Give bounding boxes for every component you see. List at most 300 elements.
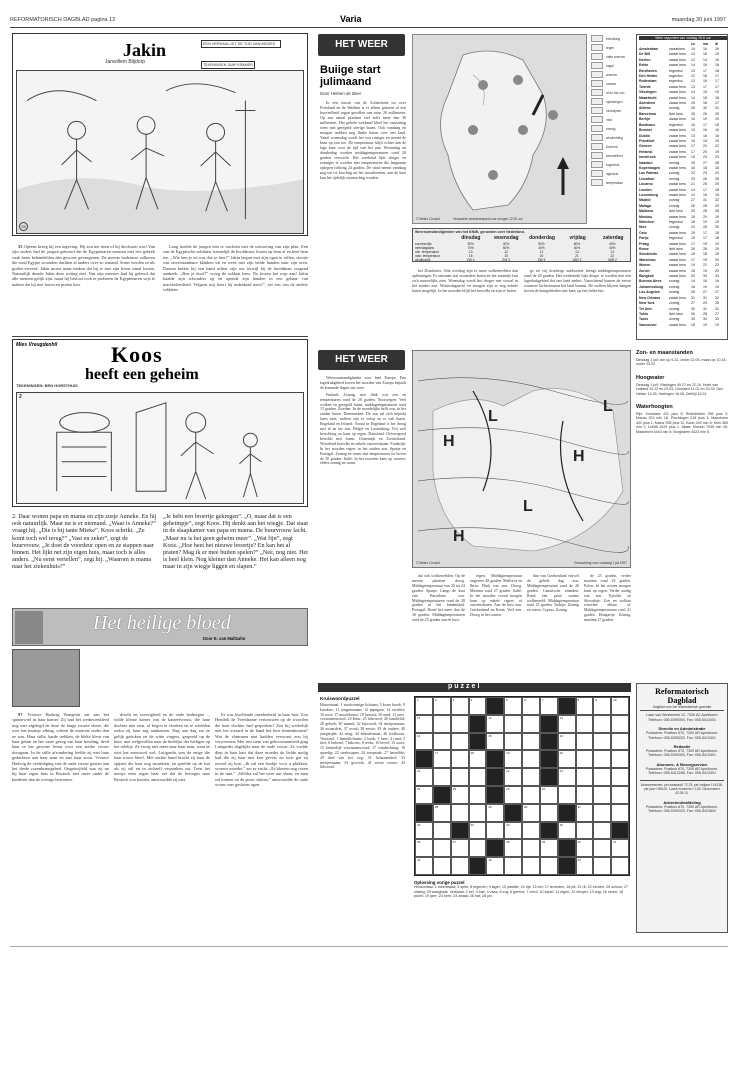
world-cell: Kopenhagen bbox=[639, 165, 661, 170]
crossword-cell[interactable] bbox=[451, 857, 469, 875]
crossword-cell[interactable] bbox=[522, 786, 540, 804]
crossword-cell[interactable]: 39 bbox=[540, 839, 558, 857]
rd-title: Reformatorisch Dagblad bbox=[655, 687, 709, 705]
weather-symbol-icon bbox=[591, 62, 603, 69]
crossword-cell[interactable] bbox=[451, 804, 469, 822]
section-title: Varia bbox=[340, 14, 362, 24]
crossword-cell[interactable] bbox=[486, 822, 504, 840]
world-cell: 19 bbox=[703, 257, 707, 262]
world-cell: 30 bbox=[691, 306, 695, 311]
world-cell: 27 bbox=[703, 160, 707, 165]
crossword-cell bbox=[433, 786, 451, 804]
world-cell: 17 bbox=[703, 187, 707, 192]
world-cell: Geneve bbox=[639, 144, 652, 149]
forecast-day: dinsdag bbox=[461, 235, 481, 241]
crossword-cell[interactable] bbox=[540, 804, 558, 822]
crossword-cell[interactable]: 1 bbox=[415, 697, 433, 715]
world-header-cell: zo bbox=[691, 42, 695, 46]
world-cell: 17 bbox=[691, 257, 695, 262]
world-cell: 25 bbox=[703, 182, 707, 187]
forecast-cell: 40% bbox=[609, 242, 616, 246]
world-cell: Athene bbox=[639, 106, 651, 111]
crossword-cell[interactable] bbox=[522, 857, 540, 875]
weather-symbol-icon bbox=[591, 89, 603, 96]
legend-label: af en toe zon bbox=[606, 90, 625, 95]
crossword-cell[interactable] bbox=[576, 733, 594, 751]
world-cell: 18 bbox=[703, 95, 707, 100]
crossword-cell[interactable] bbox=[593, 786, 611, 804]
crossword-cell[interactable] bbox=[576, 715, 594, 733]
bloed-col3 bbox=[215, 712, 308, 790]
world-cell: 13 bbox=[691, 68, 695, 73]
legend-label: hagel bbox=[606, 63, 614, 68]
world-cell: zwaar bew. bbox=[669, 214, 687, 219]
forecast-cell: 13 bbox=[468, 250, 473, 254]
bloed-credit: Door E. van Maltzahn bbox=[203, 636, 246, 641]
weather-symbol-icon bbox=[591, 125, 603, 132]
world-cell: 12 bbox=[691, 192, 695, 197]
world-cell: zwaar bew. bbox=[669, 63, 687, 68]
crossword-cell bbox=[558, 804, 576, 822]
crossword-cell[interactable]: 31 bbox=[576, 804, 594, 822]
world-cell: zonnig bbox=[669, 106, 680, 111]
legend-label: koufront bbox=[606, 144, 618, 149]
crossword-cell[interactable] bbox=[451, 733, 469, 751]
world-cell: Bangkok bbox=[639, 274, 654, 279]
crossword-cell[interactable]: 21 bbox=[415, 768, 433, 786]
crossword-cell bbox=[504, 804, 522, 822]
crossword-cell[interactable] bbox=[576, 786, 594, 804]
crossword-cell[interactable]: 9 bbox=[593, 697, 611, 715]
world-cell: 30 bbox=[703, 106, 707, 111]
crossword-cell[interactable] bbox=[433, 733, 451, 751]
world-cell: München bbox=[639, 220, 655, 224]
world-cell: zwaar bew. bbox=[669, 252, 687, 257]
world-cell: licht bew. bbox=[669, 209, 684, 214]
world-cell: New York bbox=[639, 301, 655, 306]
world-cell: zonnig bbox=[669, 317, 680, 322]
world-cell: 27 bbox=[715, 290, 719, 295]
world-cell: 33 bbox=[691, 317, 695, 322]
forecast-cell: VAR 2 bbox=[572, 258, 582, 262]
world-header-cell: di bbox=[715, 42, 719, 46]
world-cell: regenbui bbox=[669, 68, 683, 73]
world-cell: New Orleans bbox=[639, 295, 661, 300]
rd-red-title: Redactie bbox=[673, 744, 691, 750]
world-cell: 26 bbox=[691, 203, 695, 208]
world-cell: Amsterdam bbox=[639, 47, 659, 51]
crossword-cell[interactable]: 11 bbox=[415, 715, 433, 733]
world-cell: zwaar bew. bbox=[669, 165, 687, 170]
forecast-row-label: zonneschijn bbox=[415, 242, 432, 246]
world-cell: 29 bbox=[715, 203, 719, 208]
world-cell: 17 bbox=[703, 84, 707, 89]
crossword-cell[interactable] bbox=[433, 839, 451, 857]
world-cell: Parijs bbox=[639, 236, 649, 241]
forecast-cell: 18 bbox=[468, 254, 473, 258]
world-cell: Madrid bbox=[639, 198, 651, 203]
world-cell: 13 bbox=[691, 128, 695, 133]
world-cell: 21 bbox=[691, 182, 695, 187]
world-cell: 25 bbox=[715, 111, 719, 116]
crossword-cell[interactable] bbox=[593, 733, 611, 751]
world-cell: zwaar bew. bbox=[669, 268, 687, 273]
weer-map-copyright: © Meteo Consult bbox=[416, 216, 440, 221]
weer-mid-text-p: het IJsselmeer. Ook overdag zijn er meer wolkenvelden dan opklaringen. Er ontstaan wat zwaardere buien en het zonnetje laat zich nauwelijks zien. Woensdag wordt het droger met vooral in het zuiden zon. Woensdagnacht en morgen zijn er nog enkele buien mogelijk. In het noorden blijft het bewolkt en zijn er buien. bbox=[412, 268, 518, 293]
puzzel-clues bbox=[320, 696, 405, 770]
forecast-day: zaterdag bbox=[602, 235, 624, 241]
world-cell: Dublin bbox=[639, 133, 650, 138]
crossword-cell[interactable] bbox=[504, 715, 522, 733]
forecast-cell: 40% bbox=[538, 246, 545, 250]
crossword-cell[interactable]: 40 bbox=[576, 839, 594, 857]
crossword-cell[interactable] bbox=[576, 750, 594, 768]
rd-dir-text: Postadres: Postbus 670, 7300 AR Apeldoorn. Telefoon: 055-5399222, Fax: 055-5413401 bbox=[645, 731, 719, 740]
world-cell: 18 bbox=[715, 230, 719, 235]
forecast-cell: 13 bbox=[575, 250, 579, 254]
crossword-cell bbox=[611, 822, 629, 840]
puzzel-clue-text: Horizontaal: 1 staafvormige lichaam; 5 korte broek; 9 karakter; 11 jongensnaam; 12 papegaai; 14 verdriet; 16 noot; 17 muzieknoot; 18 bestaat; 20 rund; 21 pers. voornaamwoord; 23 kleur; 25 lidwoord; 26 familielid; 28 gebrek; 30 maand; 32 bijwoord; 34 meisjesnaam; 36 zwaardvis; 37 ovaal; 38 eerste; 39 de oudere; 40 jaargetijde; 42 zeug; 44 inhoudsmaat; 46 loofboom. Verticaal: 1 hemellichaam; 2 hoek; 3 beer; 4 rund; 5 hert; 6 bekend; 7 kikvors; 8 reeks; 10 bevel; 13 soort; 15 bezittelijk voornaamwoord; 17 windrichting; 19 spoedig; 22 steekwapen; 24 toespraak; 27 hetzelfde; 29 deel van het oog; 31 lichaamsdeel; 33 meisjesnaam; 35 gewicht; 41 eerste vrouw; 43 lidwoord. bbox=[320, 703, 405, 770]
legend-item bbox=[591, 88, 631, 97]
crossword-cell[interactable]: 13 bbox=[558, 715, 576, 733]
weer-article-text: In een strook van de Achterhoek tot over Friesland en de Wadden is er alleen gisteren al een hoeveelheid regen gevallen van ruim 20 millimeter. Op een aantal plaatsen viel zelfs meer dan 30 millimeter. Het gehele weekend bleef het onstuimig weer met geregeld stevige buien. Ook vandaag en morgen trekken nog flinke buien over ons land. Vanaf woensdag wordt het wat rustiger en neemt de kans op zon toe. De temperatuur blijft echter aan de lage kant voor de tijd van het jaar. Woensdag en donderdag worden middagtemperaturen rond 20 graden verwacht. Het weekend lijkt droger en zonniger te worden met temperaturen die langzaam oplopen richting 24 graden. De wind neemt vandaag nog toe tot krachtig uit het noordwesten, aan de kust kan het tijdelijk stormachtig worden. bbox=[320, 100, 406, 180]
crossword-cell[interactable]: 44 bbox=[576, 857, 594, 875]
weer-legend bbox=[591, 34, 631, 224]
crossword-cell[interactable] bbox=[593, 715, 611, 733]
crossword-cell[interactable] bbox=[593, 822, 611, 840]
crossword-cell[interactable] bbox=[522, 839, 540, 857]
world-cell: 14 bbox=[691, 63, 695, 68]
crossword-cell[interactable]: 5 bbox=[504, 697, 522, 715]
crossword-cell[interactable] bbox=[540, 857, 558, 875]
crossword-cell[interactable]: 4 bbox=[469, 697, 487, 715]
world-cell: De Bilt bbox=[639, 52, 651, 57]
crossword-cell[interactable]: 25 bbox=[451, 786, 469, 804]
crossword-cell[interactable] bbox=[469, 839, 487, 857]
world-cell: 15 bbox=[691, 101, 695, 106]
crossword-cell bbox=[558, 857, 576, 875]
crossword-cell[interactable]: 12 bbox=[486, 715, 504, 733]
crossword-cell[interactable] bbox=[611, 768, 629, 786]
world-cell: 18 bbox=[715, 95, 719, 100]
svg-text:H: H bbox=[443, 433, 455, 450]
crossword-cell[interactable]: 23 bbox=[558, 768, 576, 786]
crossword-cell[interactable] bbox=[469, 786, 487, 804]
world-cell: 29 bbox=[715, 247, 719, 252]
weer-byline: Door Heleen de Beer bbox=[320, 91, 362, 96]
weer2-col5 bbox=[584, 574, 631, 625]
crossword-cell[interactable] bbox=[504, 733, 522, 751]
weer2-col3-text: regen. Middagtemperatuur ongeveer 28 graden. Mallorca en Ibiza: Flink wat zon. Droog. Maxima rond 27 graden. Italië: In het noorden vooral morgen kans op enkele regen- of onweersbuien. Aan de kust zon. Griekenland en Kreta: Veel zon. Droog in het oosten. bbox=[470, 574, 522, 618]
world-cell: 19 bbox=[703, 268, 707, 273]
weather-symbol-icon bbox=[591, 143, 603, 150]
crossword-cell[interactable]: 36 bbox=[415, 839, 433, 857]
legend-list bbox=[591, 34, 631, 187]
crossword-cell[interactable] bbox=[593, 804, 611, 822]
world-cell: 19 bbox=[715, 149, 719, 154]
crossword-cell[interactable]: 37 bbox=[451, 839, 469, 857]
crossword-cell[interactable] bbox=[433, 768, 451, 786]
crossword-cell[interactable]: 17 bbox=[433, 750, 451, 768]
weer2-body: Finland: Zonnig, met flink wat zon en temperaturen rond de 20 graden. Noorwegen: Veel wolken en geregeld buien, middagtemperaturen rond 15 graden. Zweden: In de noordelijke helft zon, in het zuiden buien. Denemarken: De zon zal zich beperkt laten zien; wolken zijn er volop en er valt buien. Engeland en Ierland: Vooral in Engeland is het droog met af en toe zon. België en Luxemburg: Vrij veel bewolking en kans op regen. Duitsland: Overwegend bewolkt met buien. Oostenrijk en Zwitserland: Wisselend bewolkt en enkele onweersbuien. Frankrijk: In het noorden regen, in het zuiden zon. Spanje en Portugal: Zonnig en warm met temperaturen tot boven de 30 graden. Italië: In het noorden kans op onweer, elders zonnig en warm. bbox=[320, 392, 406, 466]
crossword-cell[interactable] bbox=[558, 786, 576, 804]
world-cell: Moskou bbox=[639, 214, 653, 219]
crossword-cell[interactable] bbox=[522, 715, 540, 733]
world-cell: 15 bbox=[715, 52, 719, 57]
crossword-cell[interactable] bbox=[451, 750, 469, 768]
world-cell: 32 bbox=[715, 198, 719, 203]
crossword-cell[interactable] bbox=[469, 768, 487, 786]
crossword-cell[interactable] bbox=[433, 715, 451, 733]
world-cell: 17 bbox=[703, 122, 707, 127]
crossword-cell[interactable] bbox=[611, 750, 629, 768]
crossword-cell[interactable]: 8 bbox=[576, 697, 594, 715]
koos-text-col2 bbox=[163, 513, 308, 571]
crossword-cell[interactable]: 19 bbox=[504, 750, 522, 768]
koos-kicker: Mies Vreugdenhil bbox=[16, 342, 58, 348]
crossword-cell[interactable] bbox=[576, 768, 594, 786]
crossword-cell[interactable]: 27 bbox=[540, 786, 558, 804]
world-cell: 19 bbox=[715, 284, 719, 289]
world-cell: 28 bbox=[703, 203, 707, 208]
crossword-cell[interactable]: 41 bbox=[611, 839, 629, 857]
world-cell: 20 bbox=[715, 257, 719, 262]
crossword-cell[interactable]: 3 bbox=[451, 697, 469, 715]
crossword-cell[interactable] bbox=[593, 839, 611, 857]
world-cell: 20 bbox=[703, 149, 707, 154]
world-cell: 14 bbox=[691, 90, 695, 95]
crossword-cell[interactable] bbox=[593, 857, 611, 875]
world-cell: 16 bbox=[691, 165, 695, 170]
forecast-row-label: min. temperatuur bbox=[415, 250, 440, 254]
crossword-cell[interactable] bbox=[522, 733, 540, 751]
world-cell: zonnig bbox=[669, 203, 680, 208]
crossword-cell[interactable]: 35 bbox=[558, 822, 576, 840]
crossword-cell[interactable]: 16 bbox=[558, 733, 576, 751]
legend-item bbox=[591, 160, 631, 169]
crossword-grid[interactable] bbox=[414, 696, 630, 876]
weer-headline: Buiige start julimaand bbox=[320, 64, 381, 88]
crossword-cell[interactable]: 34 bbox=[504, 822, 522, 840]
crossword-cell bbox=[540, 768, 558, 786]
world-cell: Los Angeles bbox=[639, 290, 660, 295]
crossword-cell[interactable]: 29 bbox=[486, 804, 504, 822]
weer2-logo-text: HET WEER bbox=[335, 354, 388, 365]
crossword-cell[interactable] bbox=[433, 857, 451, 875]
legend-label: hogedruk bbox=[606, 162, 620, 167]
legend-item bbox=[591, 115, 631, 124]
world-cell: licht bew. bbox=[669, 247, 684, 252]
weer-map bbox=[412, 34, 587, 224]
forecast-day: woensdag bbox=[494, 235, 519, 241]
crossword-cell[interactable]: 43 bbox=[486, 857, 504, 875]
crossword-cell[interactable]: 30 bbox=[522, 804, 540, 822]
forecast-title: Weersomstandigheden van het KNMI, geronden over Nederland. bbox=[415, 230, 525, 234]
puzzel-solution-title: Oplossing vorige puzzel bbox=[414, 880, 465, 885]
legend-label: lagedruk bbox=[606, 171, 619, 176]
crossword-cell[interactable] bbox=[504, 857, 522, 875]
world-cell: 17 bbox=[703, 230, 707, 235]
weer-mid-text bbox=[412, 268, 518, 295]
weer2-col4-text: dan van Griekenland vrijwel de gehele dag zon. Middagtemperatuur rond de 26 graden. Canarische eilanden: Rond een grote warme wolkenveld. Middagtemperatuur rond 23 graden. Turkije: Zonnig en warm. Cyprus: Zonnig. bbox=[527, 574, 579, 613]
world-cell: zonnig bbox=[669, 301, 680, 306]
crossword-cell[interactable] bbox=[576, 822, 594, 840]
world-cell: 16 bbox=[715, 63, 719, 68]
weather-symbol-icon bbox=[591, 98, 603, 105]
crossword-cell[interactable] bbox=[522, 750, 540, 768]
crossword-cell[interactable]: 33 bbox=[469, 822, 487, 840]
forecast-row-label: neerslagkans bbox=[415, 246, 434, 250]
crossword-cell[interactable] bbox=[469, 804, 487, 822]
crossword-cell[interactable]: 42 bbox=[415, 857, 433, 875]
crossword-cell[interactable]: 22 bbox=[504, 768, 522, 786]
world-cell: regenbui bbox=[669, 74, 683, 79]
crossword-cell[interactable]: 26 bbox=[504, 786, 522, 804]
weer-right-text-p: ge tot vrij krachtige zuidwester brengt middagtemperaturen rond de 20 graden. Het weekeinde lijkt droger te worden met een lagedrukgebied dat ons land nadert. Vanochtend komen de eerste warmere luchtstromen het land binnen. De wolken blijven hangen boven de kustgebieden met kans op een lichte bui. bbox=[524, 268, 631, 293]
world-cell: 19 bbox=[703, 220, 707, 224]
legend-item bbox=[591, 178, 631, 187]
rd-colophon bbox=[636, 683, 728, 933]
world-cell: 19 bbox=[691, 263, 695, 268]
crossword-cell[interactable] bbox=[593, 750, 611, 768]
world-cell: 16 bbox=[715, 133, 719, 138]
crossword-cell[interactable]: 14 bbox=[415, 733, 433, 751]
world-cell: licht bew. bbox=[669, 111, 684, 116]
koos-credit: TEKENINGEN: BEN HORSTHUIS bbox=[16, 383, 78, 388]
forecast-cell: 22 bbox=[610, 254, 615, 258]
world-cell: 19 bbox=[715, 138, 719, 143]
world-cell: 18 bbox=[715, 68, 719, 73]
crossword-cell[interactable]: 7 bbox=[540, 697, 558, 715]
legend-item bbox=[591, 124, 631, 133]
crossword-cell[interactable]: 38 bbox=[504, 839, 522, 857]
world-cell: 31 bbox=[703, 198, 707, 203]
crossword-cell[interactable]: 2 bbox=[433, 697, 451, 715]
forecast-row bbox=[415, 258, 630, 262]
world-cell: 15 bbox=[691, 236, 695, 241]
world-cell: zwaar bew. bbox=[669, 230, 687, 235]
crossword-cell[interactable] bbox=[611, 786, 629, 804]
crossword-cell[interactable]: 6 bbox=[522, 697, 540, 715]
world-cell: 19 bbox=[703, 284, 707, 289]
world-cell: 26 bbox=[715, 225, 719, 230]
weer2-col4 bbox=[527, 574, 579, 615]
svg-text:L: L bbox=[523, 498, 533, 515]
world-cell: Nice bbox=[639, 225, 647, 230]
crossword-cell[interactable] bbox=[611, 857, 629, 875]
world-cell: 23 bbox=[703, 155, 707, 160]
world-cell: 16 bbox=[703, 79, 707, 84]
world-cell: Oslo bbox=[639, 230, 647, 235]
weather-symbol-icon bbox=[591, 35, 603, 42]
weer2-col2-text: dat ook wolkenvelden. Op de meeste plaatsen droog. Middagtemperatuur van 20 tot 24 graden. Spanje: Langs de kust van Barcelona zon. Middagtemperaturen rond de 28 graden in het binnenland. Portugal: Rond het meer dan de 30 graden. Middagtemperaturen rond de 25 graden aan de kust. bbox=[412, 574, 465, 623]
crossword-cell[interactable]: 28 bbox=[433, 804, 451, 822]
world-cell: zwaar bew. bbox=[669, 133, 687, 138]
crossword-cell[interactable]: 32 bbox=[415, 822, 433, 840]
jakin-author: Janwillem Blijdorp bbox=[105, 59, 146, 65]
crossword-cell[interactable] bbox=[451, 715, 469, 733]
jakin-text-col2 bbox=[163, 244, 308, 295]
legend-label: mist bbox=[606, 117, 612, 122]
rd-abo-text: Postadres: Postbus 670, 7300 AR Apeldoorn. Telefoon: 055-5412288, Fax: 055-5413401 bbox=[645, 766, 719, 776]
crossword-cell[interactable] bbox=[611, 715, 629, 733]
world-cell: Bordeaux bbox=[639, 122, 656, 127]
world-cell: 25 bbox=[691, 160, 695, 165]
forecast-cell: 40% bbox=[609, 246, 616, 250]
bloed-text-3: Er was kwellende onzekerheid in haar hart. Zou Hendrik de Vreedzame vertrouwen op de woorden die haar dochter had gesproken? Zou hij werkelijk met het zwaard in de hand het huis binnenkomen? Wat de vlammen niet hadden verwoest zou hij verwoesten. Met een stem van gehoorzaamheid ging Luitgardis dagelijks naar de oude vrouw. Ze voelde diep in haar hart dat deze moeder de liefde nodig had die zij haar niet kon geven, en toch gaf zij zoveel zij kon. „Ik zal een boekje voor u plukken, vrouwe moeder,” zei ze zacht. „Er bloeien nog rozen in de tuin.” „Weldra zal het twee uur slaan, en men zal komen en de poort sluiten,” antwoordde de oude vrouw met gesloten ogen. bbox=[215, 712, 308, 788]
world-cell: 17 bbox=[691, 241, 695, 246]
legend-item bbox=[591, 34, 631, 43]
world-weather bbox=[636, 34, 728, 340]
bloed-col2 bbox=[114, 712, 210, 784]
crossword-cell[interactable] bbox=[522, 822, 540, 840]
world-cell: 19 bbox=[703, 138, 707, 143]
world-cell: 16 bbox=[703, 101, 707, 106]
jakin-subtitle: EEN VERHAAL UIT DE TIJD VAN MOZES bbox=[201, 40, 281, 48]
crossword-cell[interactable] bbox=[593, 768, 611, 786]
world-cell: zwaar bew. bbox=[669, 182, 687, 187]
crossword-cell bbox=[486, 839, 504, 857]
world-cell: Warschau bbox=[639, 257, 656, 262]
world-cell: 16 bbox=[691, 252, 695, 257]
crossword-cell[interactable] bbox=[451, 768, 469, 786]
crossword-cell[interactable] bbox=[522, 768, 540, 786]
world-cell: 17 bbox=[703, 236, 707, 241]
world-cell: zwaar bew. bbox=[669, 322, 687, 327]
world-cell: 18 bbox=[715, 187, 719, 192]
world-cell: 19 bbox=[715, 220, 719, 224]
forecast-row-label: windkracht bbox=[415, 258, 431, 262]
world-cell: 19 bbox=[703, 322, 707, 327]
waterhoogten-text: Rijn: Konstanz 431 plus 5; Rheinfelden 356 plus 3; Maxau 574 min 18; Plochingen 218 plus 3; Mannheim 402 plus 1; Mainz 395 plus 11; Kaub 249 min 8; Köln 365 min 1; Lobith 1029 plus 1. Maas: Monsin 7035 min 26; Maastricht 4443 min 5; Borgharen 4423 min 5. bbox=[636, 412, 728, 434]
world-cell: 28 bbox=[715, 209, 719, 214]
world-cell: 16 bbox=[691, 117, 695, 122]
crossword-cell[interactable]: 20 bbox=[558, 750, 576, 768]
crossword-cell[interactable]: 24 bbox=[415, 786, 433, 804]
world-cell: Luxemburg bbox=[639, 192, 659, 197]
forecast-cell: ZW 4 bbox=[466, 258, 475, 262]
crossword-cell[interactable]: 18 bbox=[469, 750, 487, 768]
world-cell: zonnig bbox=[669, 198, 680, 203]
crossword-cell[interactable] bbox=[611, 733, 629, 751]
forecast-cell: 70% bbox=[467, 246, 474, 250]
world-cell: zonnig bbox=[669, 176, 680, 181]
world-cell: 28 bbox=[703, 209, 707, 214]
hoogwater-title: Hoogwater bbox=[636, 374, 665, 381]
europe-map-svg bbox=[413, 351, 632, 569]
crossword-cell[interactable]: 15 bbox=[486, 733, 504, 751]
jakin-text-col1 bbox=[12, 244, 155, 289]
bloed-banner bbox=[12, 608, 308, 646]
crossword-cell[interactable]: 10 bbox=[611, 697, 629, 715]
forecast-days bbox=[453, 235, 631, 241]
world-cell: 16 bbox=[703, 52, 707, 57]
world-cell: 31 bbox=[691, 295, 695, 300]
crossword-cell bbox=[469, 857, 487, 875]
forecast-rows bbox=[415, 242, 630, 262]
weer2-col2 bbox=[412, 574, 465, 625]
world-cell: 18 bbox=[703, 252, 707, 257]
weather-symbol-icon bbox=[591, 53, 603, 60]
hoogwater-text: Dinsdag 1 juli: Vlissingen 09.27 en 22.16, Hoek van Holland 10.22 en 23.03, IJmuiden 11.02 en 23.39, Den Helder 14.35, Harlingen 16.08, Delfzijl 18.31. bbox=[636, 382, 724, 396]
crossword-cell[interactable] bbox=[433, 822, 451, 840]
forecast-cell: ZW 3 bbox=[502, 258, 510, 262]
world-cell: Deelen bbox=[639, 57, 651, 62]
world-cell: Buenos Aires bbox=[639, 279, 662, 284]
world-cell: Brussel bbox=[639, 128, 652, 133]
crossword-cell[interactable] bbox=[611, 804, 629, 822]
koos-text-2: „Je hebt een broertje gekregen”. „O, maar dat is een geheimpje”, zegt Koos. Hij denkt aan het wiegje. Dat staat in de slaapkamer van papa en mama. De buurvrouw lacht. „Maar nu is het geen geheim meer”. „Wat fijn”, zegt Koos. „Hoe heet het nieuwe broertje? En kan het al praten? Mag ik er mee buiten spelen?” „Nee, nog niet. Het is heel klein. Nog kleiner dan Anneke. Het kan alleen nog maar in zijn wiegje liggen en slapen.” bbox=[163, 513, 309, 571]
